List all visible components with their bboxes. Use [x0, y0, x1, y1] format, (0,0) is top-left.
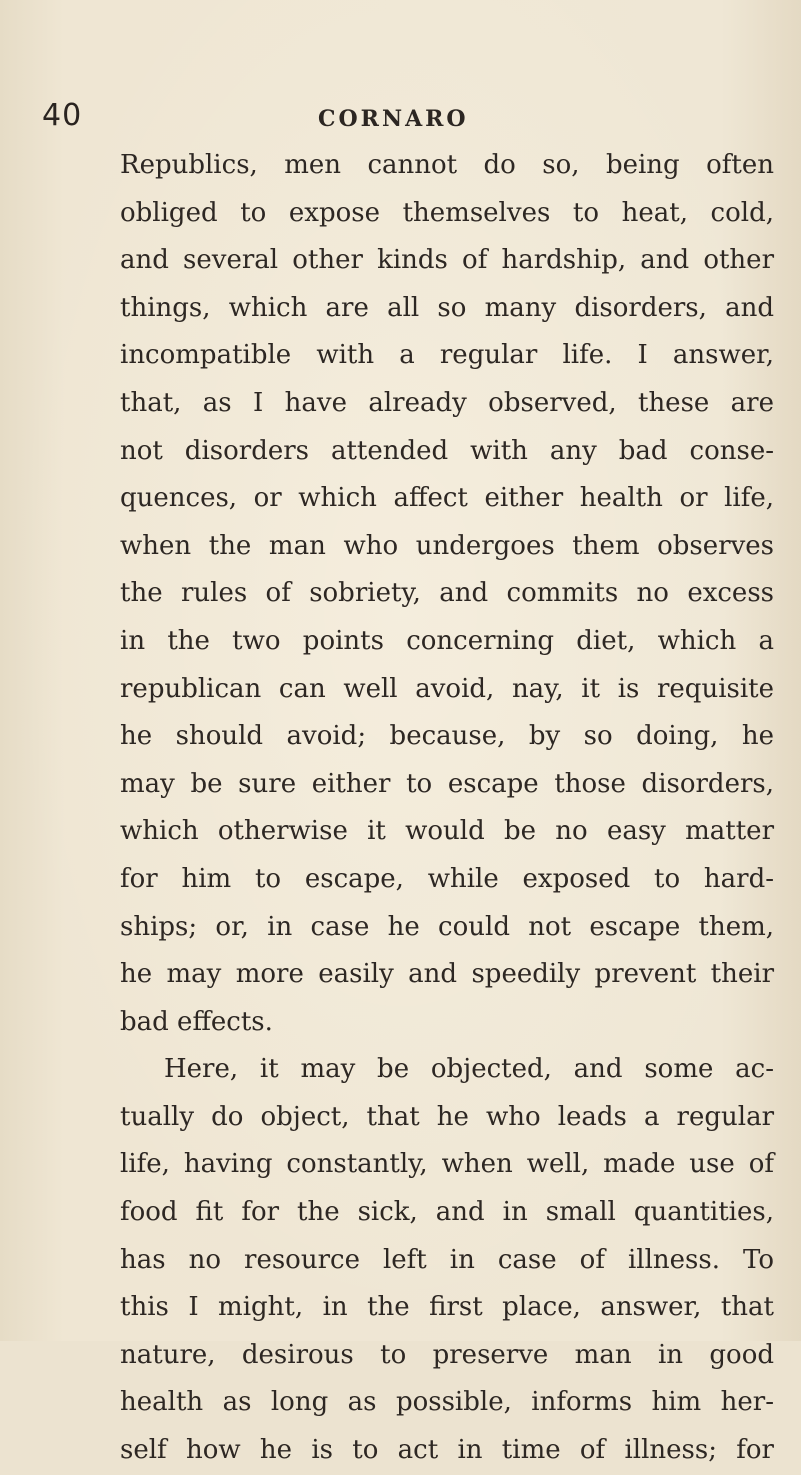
text-line: nature, desirous to preserve man in good: [120, 1339, 774, 1370]
text-line: the rules of sobriety, and commits no excess: [120, 578, 774, 609]
text-line: things, which are all so many disorders, and: [120, 292, 774, 323]
text-line: in the two points concerning diet, which a: [120, 625, 774, 656]
text-line: he may more easily and speedily prevent their: [120, 959, 774, 990]
body-text: [120, 142, 774, 1475]
text-line: Republics, men cannot do so, being often: [120, 150, 774, 180]
text-line: quences, or which affect either health or life,: [120, 483, 774, 514]
text-line: health as long as possible, informs him her-: [120, 1387, 774, 1418]
text-line: republican can well avoid, nay, it is requisite: [120, 673, 774, 704]
text-line: tually do object, that he who leads a regular: [120, 1101, 774, 1132]
paragraph-start-line: Here, it may be objected, and some ac-: [164, 1054, 774, 1085]
page-number: 40: [42, 98, 83, 133]
text-line: ships; or, in case he could not escape them,: [120, 911, 774, 942]
page-header: [0, 98, 801, 138]
text-line: obliged to expose themselves to heat, cold,: [120, 197, 774, 228]
text-line: and several other kinds of hardship, and other: [120, 245, 774, 276]
text-line: for him to escape, while exposed to hard-: [120, 863, 774, 894]
text-line: food fit for the sick, and in small quantities,: [120, 1197, 774, 1228]
text-line: has no resource left in case of illness. To: [120, 1244, 774, 1275]
text-line: which otherwise it would be no easy matter: [120, 816, 774, 847]
text-line: self how he is to act in time of illness; for: [120, 1435, 774, 1466]
text-line: life, having constantly, when well, made use of: [120, 1149, 774, 1180]
running-head: CORNARO: [318, 106, 469, 132]
paragraph-end-line: bad effects.: [120, 1006, 273, 1037]
text-line: that, as I have already observed, these are: [120, 387, 774, 418]
text-line: this I might, in the first place, answer, that: [120, 1292, 774, 1323]
text-line: incompatible with a regular life. I answer,: [120, 340, 774, 371]
text-line: not disorders attended with any bad conse-: [120, 435, 774, 466]
text-line: may be sure either to escape those disorders,: [120, 768, 774, 799]
text-line: when the man who undergoes them observes: [120, 530, 774, 561]
text-line: he should avoid; because, by so doing, he: [120, 721, 774, 752]
